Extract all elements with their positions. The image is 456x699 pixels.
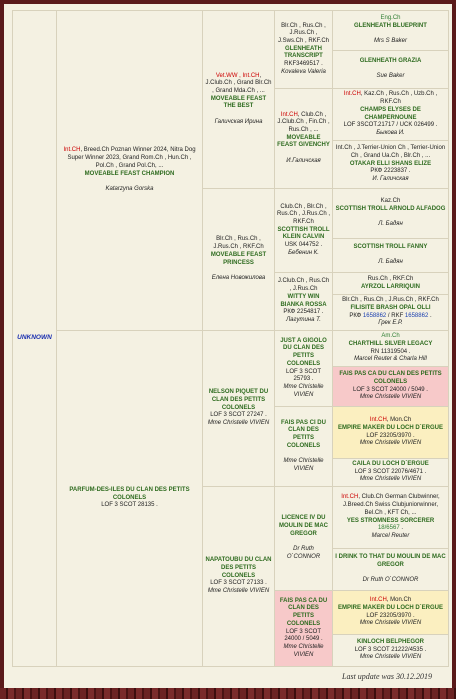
sdsd-owner: Л. Бадян	[378, 259, 403, 266]
sddd-titles: Blr.Ch , Rus.Ch , J.Rus.Ch , RKF.Ch	[342, 297, 439, 304]
sdsd-cell	[333, 239, 449, 273]
ddds-name[interactable]: EMPIRE MAKER DU LOCH D`ERGUE	[337, 604, 443, 611]
ds-reg: LOF 3 SCOT 27247 .	[210, 412, 267, 419]
ddsd-name[interactable]: I DRINK TO THAT DU MOULIN DE MAC GREGOR	[335, 554, 446, 568]
dss-name[interactable]: JUST A GIGOLO DU CLAN DES PETITS COLONELS	[280, 337, 327, 367]
ds-name[interactable]: NELSON PIQUET DU CLAN DES PETITS COLONELS	[208, 389, 269, 411]
dsds-cell	[333, 407, 449, 459]
ddd-name[interactable]: FAIS PAS CA DU CLAN DES PETITS COLONELS	[279, 597, 328, 627]
sds-cell	[275, 189, 333, 273]
ddd-reg: LOF 3 SCOT 24000 / 5049 .	[284, 628, 323, 643]
dsdd-name[interactable]: CAILA DU LOCH D`ERGUE	[352, 460, 429, 467]
ssds-titles: , Kaz.Ch , Rus.Ch , Uzb.Ch , RKF.Ch	[360, 91, 438, 106]
dsd-owner: Mme Christelle VIVIEN	[283, 458, 324, 472]
ssds-cell	[333, 89, 449, 141]
sss-reg: RKF3469517 .	[284, 61, 323, 67]
sddd-reg-link-2[interactable]: 1658862	[404, 312, 429, 319]
dddd-name[interactable]: KINLOCH BELPHEGOR	[356, 638, 424, 645]
sddd-name[interactable]: FILISITE BRASH OPAL OLLI	[350, 304, 431, 311]
sdsd-name[interactable]: SCOTTISH TROLL FANNY	[353, 243, 428, 250]
sss-cell	[275, 11, 333, 89]
sdss-titles: Kaz.Ch	[380, 198, 401, 205]
dssd-name[interactable]: FAIS PAS CA DU CLAN DES PETITS COLONELS	[339, 371, 442, 385]
ddss-reg: 18/6567	[377, 525, 400, 532]
ssd-titles-red: Int.CH	[280, 111, 298, 118]
dssd-cell	[333, 367, 449, 407]
sds-name[interactable]: SCOTTISH TROLL KLEIN CALVIN	[277, 226, 330, 241]
sddd-reg-mid: / RKF	[386, 312, 405, 319]
sdds-titles: Rus.Ch , RKF.Ch	[367, 275, 414, 282]
dssd-reg: LOF 3 SCOT 24000 / 5049 .	[353, 386, 428, 393]
sdss-owner: Л. Бадян	[378, 221, 403, 228]
ssds-owner: Быкова И.	[376, 129, 405, 136]
ssss-titles: Eng.Ch	[380, 15, 401, 22]
ssdd-titles: Int.Ch , J.Terrier-Union Ch , Terrier-Union Ch , Grand Ua.Ch , Blr.Ch , ...	[335, 145, 446, 159]
ddds-titles-red: Int.CH	[369, 597, 387, 604]
dddd-reg: LOF 3 SCOT 21222/4535 .	[354, 646, 427, 653]
ds-cell	[203, 331, 275, 487]
dsd-cell	[275, 407, 333, 487]
dd-cell	[203, 487, 275, 667]
sire-name[interactable]: MOVEABLE FEAST CHAMPION	[84, 170, 175, 177]
dsss-cell	[333, 331, 449, 367]
sd-titles: Blr.Ch , Rus.Ch , J.Rus.Ch , RKF.Ch	[213, 236, 264, 251]
ss-titles-red: Vet.WW , Int.CH	[215, 72, 260, 79]
ssss-owner: Mrs S Baker	[373, 38, 407, 45]
dsdd-reg: LOF 3 SCOT 22076/4671 .	[354, 468, 427, 475]
sdss-name[interactable]: SCOTTISH TROLL ARNOLD ALFADOG	[335, 205, 446, 212]
sd-name[interactable]: MOVEABLE FEAST PRINCESS	[210, 251, 267, 266]
sddd-cell	[333, 295, 449, 331]
ssd-cell	[275, 89, 333, 189]
ddss-titles: , Club.Ch German Clubwinner, J.Breed.Ch Swiss Clubjuniorwinner, Bel.Ch , KFT Ch, ...	[342, 494, 440, 516]
ddd-cell	[275, 591, 333, 667]
sire-owner: Katarzyna Gorska	[105, 185, 154, 192]
dds-name[interactable]: LICENCE IV DU MOULIN DE MAC GREGOR	[279, 515, 328, 537]
sdd-name[interactable]: WITTY WIN BIANKA ROSSA	[280, 293, 327, 308]
ssss-name[interactable]: GLENHEATH BLUEPRINT	[354, 22, 427, 29]
dsds-titles-red: Int.CH	[369, 417, 387, 424]
sd-cell	[203, 189, 275, 331]
sssd-name[interactable]: GLENHEATH GRAZIA	[359, 57, 422, 64]
dsdd-owner: Mme Christelle VIVIEN	[359, 476, 422, 483]
ddds-cell	[333, 591, 449, 635]
ddds-titles: , Mon.Ch	[386, 597, 412, 604]
dds-cell	[275, 487, 333, 591]
dam-reg: LOF 3 SCOT 28135 .	[101, 502, 158, 509]
dss-cell	[275, 331, 333, 407]
sds-titles: Club.Ch , Blr.Ch , Rus.Ch , J.Rus.Ch , RKF.Ch	[277, 203, 331, 225]
ssds-reg: LOF 3SCOT.21717 / UCK 026499 .	[343, 122, 438, 129]
sddd-reg-end: .	[428, 312, 432, 319]
dssd-owner: Mme Christelle VIVIEN	[359, 394, 422, 401]
sdd-reg: РКФ 2254817 .	[283, 309, 324, 316]
sdd-titles: J.Club.Ch , Rus.Ch , J.Rus.Ch	[277, 278, 330, 293]
ddsd-cell	[333, 549, 449, 591]
sddd-owner: Грек Е.Р.	[378, 320, 403, 327]
sdss-cell	[333, 189, 449, 239]
dsds-name[interactable]: EMPIRE MAKER DU LOCH D`ERGUE	[337, 424, 443, 431]
sss-titles: Blr.Ch , Rus.Ch , J.Rus.Ch , J.Sws.Ch , RKF.Ch	[277, 22, 329, 44]
ddds-owner: Mme Christelle VIVIEN	[359, 620, 422, 627]
sdd-cell	[275, 273, 333, 331]
unknown-dog-name[interactable]: UNKNOWN	[17, 334, 52, 342]
pedigree-page	[4, 4, 452, 688]
ddd-owner: Mme Christelle VIVIEN	[283, 643, 324, 658]
ss-cell	[203, 11, 275, 189]
unknown-dog-cell	[13, 11, 57, 667]
dam-cell	[57, 331, 203, 667]
ssd-owner: И.Галичская	[286, 157, 321, 164]
sdds-name[interactable]: AYRZOL LARRIQUIN	[360, 283, 420, 290]
ddss-reg-end: .	[399, 525, 404, 532]
ddds-reg: LOF 23205/3970 .	[366, 612, 415, 619]
dsd-name[interactable]: FAIS PAS CI DU CLAN DES PETITS COLONELS	[281, 419, 326, 449]
last-update-text: Last update was 30.12.2019	[342, 672, 433, 681]
sire-titles-red: Int.CH	[63, 147, 81, 154]
ssds-titles-red: Int.CH	[343, 91, 361, 98]
dsss-owner: Marcel Reuter & Charla Hill	[354, 356, 427, 363]
ssss-cell	[333, 11, 449, 51]
ssdd-reg: РКФ 2223837 .	[370, 168, 411, 175]
ddss-owner: Marcel Reuter	[371, 532, 410, 539]
ddss-titles-red: Int.CH	[341, 494, 359, 501]
sd-owner: Елена Новожилова	[211, 274, 266, 281]
ddss-name[interactable]: YES STROMNESS SORCERER	[346, 517, 435, 524]
ssd-name[interactable]: MOVEABLE FEAST GIVENCHY	[277, 134, 330, 149]
sdd-owner: Лагутина Т.	[286, 316, 321, 323]
sss-owner: Kovaleva Valeria	[281, 68, 326, 75]
sssd-cell	[333, 51, 449, 89]
dam-name[interactable]: PARFUM-DES-ILES DU CLAN DES PETITS COLONELS	[69, 486, 190, 501]
ssd-titles: , Club.Ch , J.Club.Ch , Fin.Ch , Rus.Ch , ...	[277, 111, 330, 133]
sddd-reg-prefix: РКФ	[349, 312, 363, 319]
sds-owner: Бебенин К.	[288, 249, 319, 256]
ddsd-owner: Dr Ruth O`CONNOR	[362, 577, 419, 584]
dsds-reg: LOF 23205/3970 .	[366, 432, 415, 439]
dd-reg: LOF 3 SCOT 27133 .	[210, 580, 267, 587]
sdds-cell	[333, 273, 449, 295]
ss-name[interactable]: MOVEABLE FEAST THE BEST	[210, 95, 267, 110]
sss-name[interactable]: GLENHEATH TRANSCRIPT	[284, 45, 323, 60]
dss-reg: LOF 3 SCOT 25793 .	[285, 368, 321, 383]
dsss-reg: RN 11319504 .	[370, 348, 411, 355]
dsdd-cell	[333, 459, 449, 487]
dds-owner: Dr Ruth O`CONNOR	[286, 546, 321, 560]
dddd-cell	[333, 635, 449, 667]
dss-owner: Mme Christelle VIVIEN	[283, 383, 324, 398]
sire-cell	[57, 11, 203, 331]
dd-name[interactable]: NAPATOUBU DU CLAN DES PETITS COLONELS	[205, 557, 272, 579]
sddd-reg-link-1[interactable]: 1658862	[362, 312, 387, 319]
ds-owner: Mme Christelle VIVIEN	[207, 420, 270, 426]
dsds-titles: , Mon.Ch	[386, 417, 412, 424]
sire-titles: , Breed.Ch Poznan Winner 2024, Nitra Dog Super Winner 2023, Grand Rom.Ch , Hun.Ch , Pol.Ch , Grand Pol.Ch, ...	[67, 147, 196, 169]
ssdd-cell	[333, 141, 449, 189]
dsds-owner: Mme Christelle VIVIEN	[359, 440, 422, 447]
dddd-owner: Mme Christelle VIVIEN	[359, 654, 422, 661]
ssdd-owner: И. Галичская	[372, 176, 409, 182]
sds-reg: USK 044752 .	[284, 242, 323, 248]
ss-titles: , J.Club.Ch , Grand Blr.Ch , Grand Mda.Ch , ...	[205, 72, 272, 94]
dd-owner: Mme Christelle VIVIEN	[207, 588, 270, 594]
ss-owner: Галичская Ирина	[214, 118, 263, 125]
ssdd-name[interactable]: OTAKAR ELLI SHANS ELIZE	[349, 160, 432, 167]
dsss-name[interactable]: CHARTHILL SILVER LEGACY	[348, 340, 433, 347]
sssd-owner: Sue Baker	[376, 73, 405, 80]
ssds-name[interactable]: CHAMPS ELYSES DE CHAMPERNOUNE	[360, 106, 421, 121]
dsss-titles: Am.Ch	[381, 333, 400, 340]
pedigree-table	[12, 10, 449, 667]
bottom-border	[0, 688, 456, 699]
ddss-cell	[333, 487, 449, 549]
